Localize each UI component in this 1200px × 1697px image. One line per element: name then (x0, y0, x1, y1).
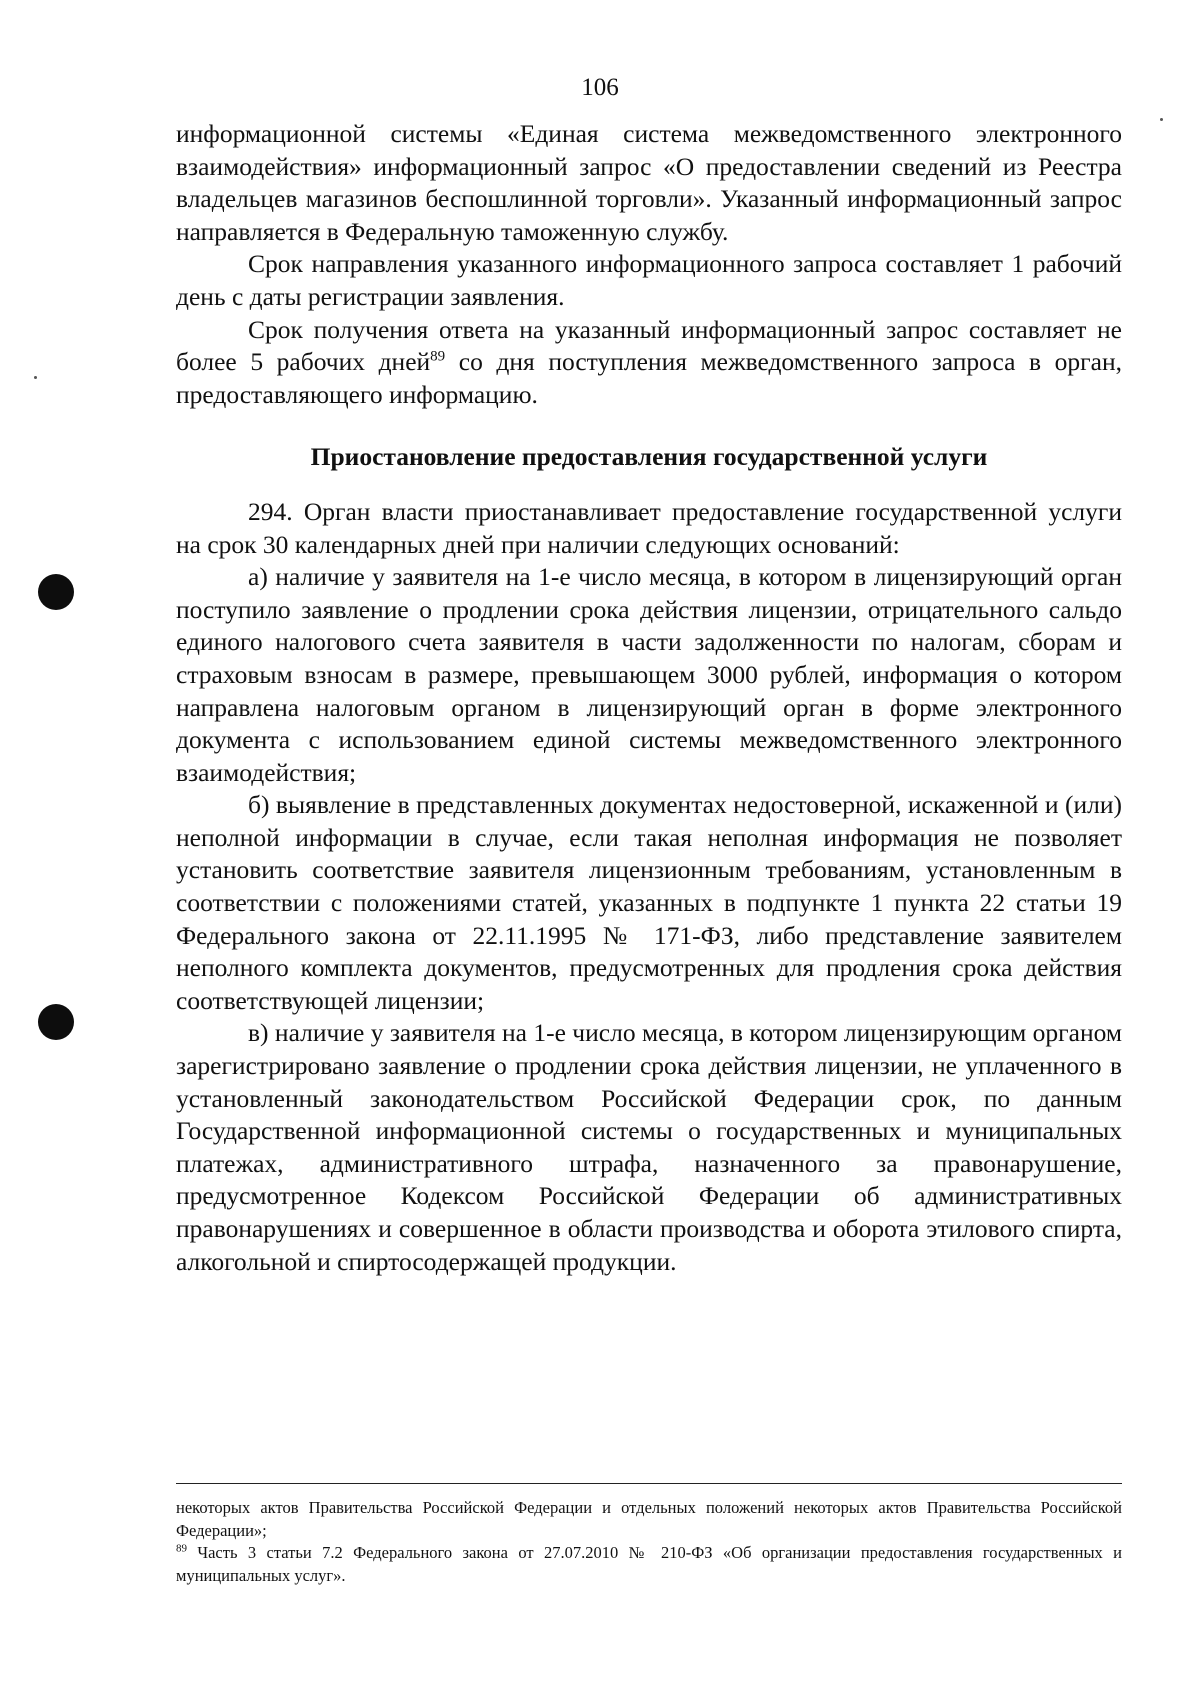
footnote-text: Часть 3 статьи 7.2 Федерального закона от 27.07.2010 № 210-ФЗ «Об организации предоставления государственных и муниципальных услуг». (176, 1543, 1122, 1585)
list-item-a: а) наличие у заявителя на 1-е число месяца, в котором в лицензирующий орган поступило заявление о продлении срока действия лицензии, отрицательного сальдо единого налогового счета заявителя в части задолженности по налогам, сборам и страховым взносам в размере, превышающем 3000 рублей, информация о котором направлена налоговым органом в лицензирующий орган в форме электронного документа с использованием единой системы межведомственного электронного взаимодействия; (176, 562, 1122, 787)
paragraph-continuation: информационной системы «Единая система межведомственного электронного взаимодействия» информационный запрос «О предоставлении сведений из Реестра владельцев магазинов беспошлинной торговли». Указанный информационный запрос направляется в Федеральную таможенную службу. (176, 119, 1122, 246)
paragraph-text: Срок получения ответа на указанный информационный запрос составляет не более 5 рабочих дней (176, 314, 1122, 377)
punch-hole-bottom (38, 1004, 74, 1040)
footnote-continuation: некоторых актов Правительства Российской Федерации и отдельных положений некоторых актов Правительства Российской Федерации»; (176, 1498, 1122, 1540)
footnote-separator (176, 1483, 1122, 1484)
punch-hole-top (38, 574, 74, 610)
list-item-c: в) наличие у заявителя на 1-е число месяца, в котором лицензирующим органом зарегистрировано заявление о продлении срока действия лицензии, не уплаченного в установленный законодательством Российской Федерации срок, по данным Государственной информационной системы о государственных и муниципальных платежах, административного штрафа, назначенного за правонарушение, предусмотренное Кодексом Российской Федерации об административных правонарушениях и совершенное в области производства и оборота этилового спирта, алкогольной и спиртосодержащей продукции. (176, 1018, 1122, 1276)
page-number: 106 (581, 74, 619, 101)
footnote-89 (176, 1542, 1122, 1587)
footnote-marker: 89 (176, 1542, 187, 1555)
paragraph-request-deadline: Срок направления указанного информационного запроса составляет 1 рабочий день с даты регистрации заявления. (176, 249, 1122, 311)
paragraph-response-deadline (176, 314, 1122, 412)
main-text (176, 118, 1122, 1278)
footnotes (176, 1497, 1122, 1587)
section-heading: Приостановление предоставления государственной услуги (310, 442, 988, 472)
footnote-ref-89: 89 (430, 348, 446, 365)
scan-speck (34, 376, 37, 379)
paragraph-294: 294. Орган власти приостанавливает предоставление государственной услуги на срок 30 календарных дней при наличии следующих оснований: (176, 496, 1122, 559)
paragraph-text: со дня поступления межведомственного запроса в орган, предоставляющего информацию. (176, 347, 1122, 409)
scan-speck (1160, 118, 1163, 121)
list-item-b: б) выявление в представленных документах недостоверной, искаженной и (или) неполной информации в случае, если такая неполная информация не позволяет установить соответствие заявителя лицензионным требованиям, установленным в соответствии с положениями статей, указанных в подпункте 1 пункта 22 статьи 19 Федерального закона от 22.11.1995 № 171-ФЗ, либо представление заявителем неполного комплекта документов, предусмотренных для продления срока действия соответствующей лицензии; (176, 790, 1122, 1015)
